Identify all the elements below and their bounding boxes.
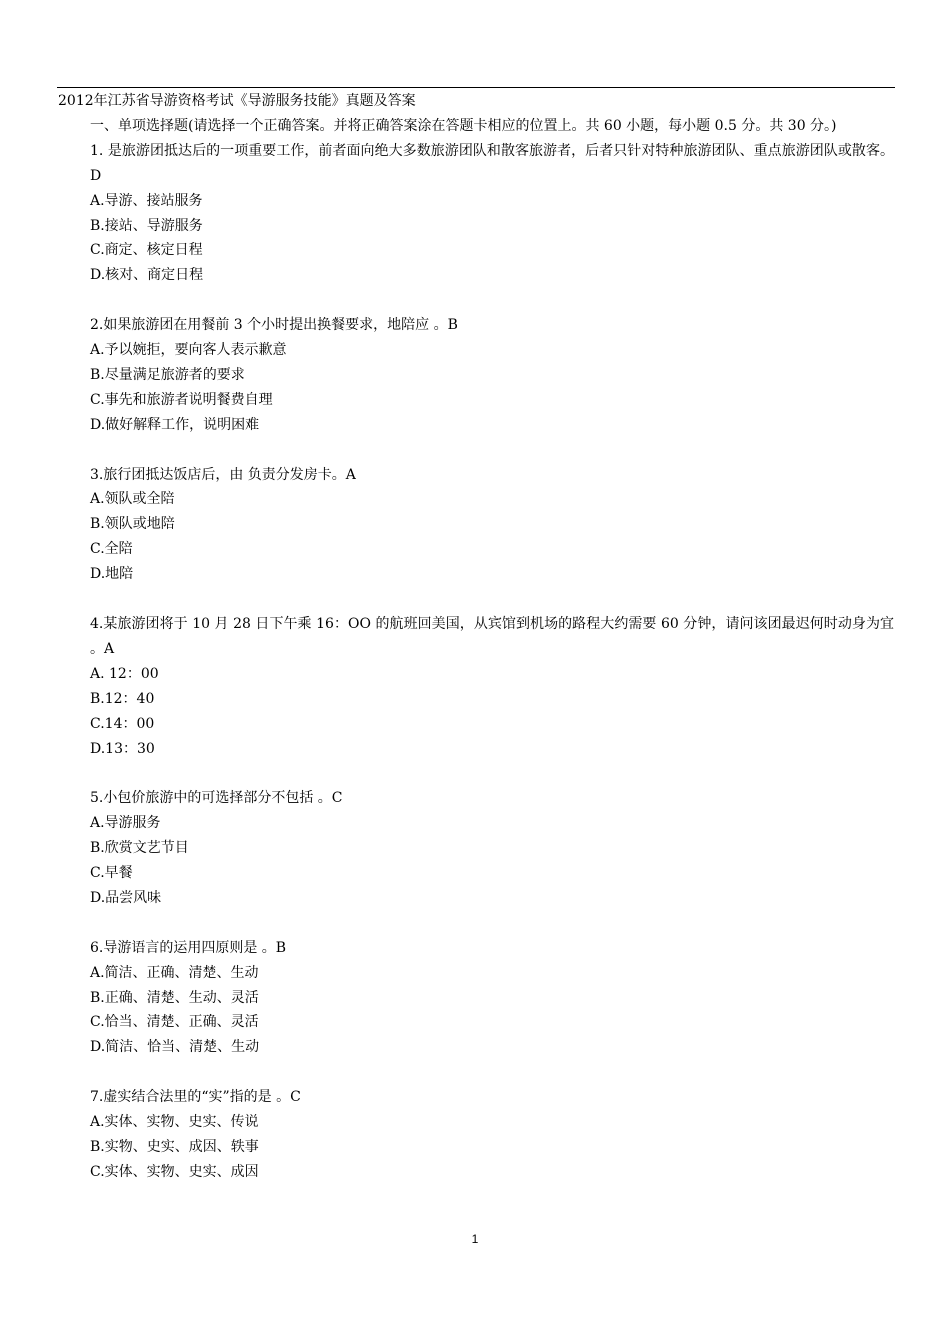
option-a: A.导游、接站服务	[90, 192, 203, 209]
document-body	[58, 89, 894, 1185]
option-a: A.实体、实物、史实、传说	[90, 1114, 259, 1131]
option-a: A.简洁、正确、清楚、生动	[90, 964, 259, 981]
document-title: 2012年江苏省导游资格考试《导游服务技能》真题及答案	[58, 93, 416, 109]
option-d: D.地陪	[90, 566, 134, 583]
question-stem: 1. 是旅游团抵达后的一项重要工作，前者面向绝大多数旅游团队和散客旅游者，后者只针对特种旅游团队、重点旅游团队或散客。D	[90, 142, 894, 184]
option-b: B.正确、清楚、生动、灵活	[90, 989, 259, 1006]
question-stem: 5.小包价旅游中的可选择部分不包括 。C	[90, 790, 343, 807]
option-c: C.早餐	[90, 865, 133, 882]
option-b: B.欣赏文艺节目	[90, 840, 189, 857]
page-number: 1	[471, 1232, 479, 1246]
option-c: C.商定、核定日程	[90, 242, 203, 259]
question-2	[58, 313, 894, 438]
question-stem: 4.某旅游团将于 10 月 28 日下午乘 16：OO 的航班回美国，从宾馆到机场的路程大约需要 60 分钟，请问该团最迟何时动身为宜 。A	[90, 615, 894, 657]
question-stem: 6.导游语言的运用四原则是 。B	[90, 939, 287, 956]
option-d: D.13：30	[90, 740, 155, 757]
option-a: A. 12：00	[90, 665, 159, 682]
section-instruction: 一、单项选择题(请选择一个正确答案。并将正确答案涂在答题卡相应的位置上。共 60 小题，每小题 0.5 分。共 30 分。)	[90, 117, 837, 134]
option-c: C.事先和旅游者说明餐费自理	[90, 391, 273, 408]
option-c: C.14：00	[90, 715, 155, 732]
question-stem: 3.旅行团抵达饭店后，由 负责分发房卡。A	[90, 466, 356, 483]
question-3	[58, 463, 894, 588]
question-7	[58, 1085, 894, 1185]
question-4	[58, 612, 894, 761]
option-d: D.核对、商定日程	[90, 267, 204, 284]
option-a: A.予以婉拒，要向客人表示歉意	[90, 342, 287, 359]
option-c: C.实体、实物、史实、成因	[90, 1163, 259, 1180]
question-5	[58, 786, 894, 911]
question-stem: 2.如果旅游团在用餐前 3 个小时提出换餐要求，地陪应 。B	[90, 317, 458, 334]
option-b: B.领队或地陪	[90, 516, 175, 533]
option-b: B.12：40	[90, 690, 155, 707]
header-rule	[57, 87, 895, 88]
option-d: D.简洁、恰当、清楚、生动	[90, 1039, 260, 1056]
question-1	[58, 139, 894, 288]
question-stem: 7.虚实结合法里的“实”指的是 。C	[90, 1089, 301, 1106]
option-d: D.品尝风味	[90, 889, 162, 906]
option-c: C.全陪	[90, 541, 133, 558]
option-a: A.领队或全陪	[90, 491, 175, 508]
option-b: B.尽量满足旅游者的要求	[90, 366, 245, 383]
option-d: D.做好解释工作，说明困难	[90, 416, 260, 433]
option-b: B.实物、史实、成因、轶事	[90, 1138, 259, 1155]
option-b: B.接站、导游服务	[90, 217, 203, 234]
option-a: A.导游服务	[90, 815, 161, 832]
option-c: C.恰当、清楚、正确、灵活	[90, 1014, 259, 1031]
question-6	[58, 936, 894, 1061]
